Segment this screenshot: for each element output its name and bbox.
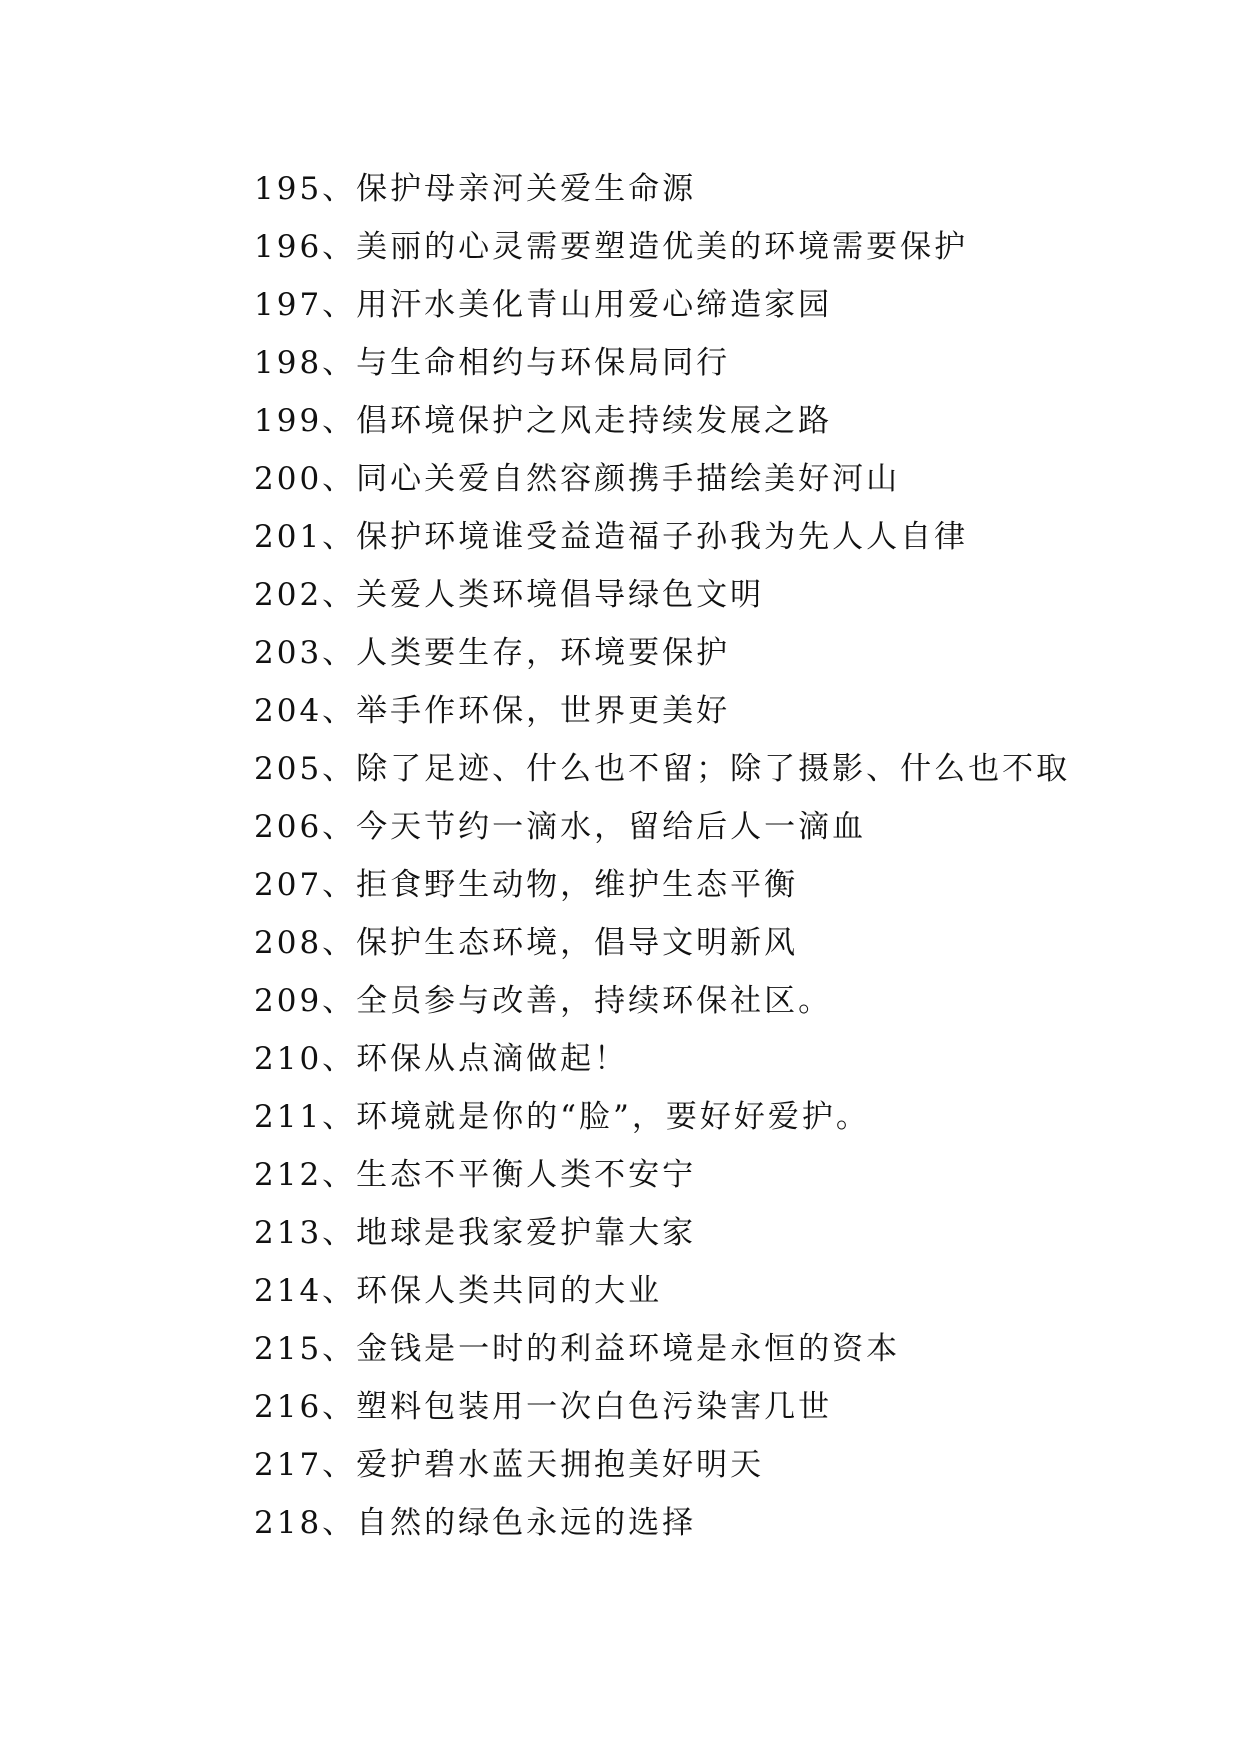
list-item: 200、同心关爱自然容颜携手描绘美好河山: [254, 461, 901, 497]
list-item: 213、地球是我家爱护靠大家: [254, 1215, 697, 1251]
list-item: 211、环境就是你的“脸”，要好好爱护。: [254, 1099, 870, 1135]
list-item: 197、用汗水美化青山用爱心缔造家园: [254, 287, 833, 323]
list-item: 207、拒食野生动物，维护生态平衡: [254, 867, 799, 903]
list-item: 206、今天节约一滴水，留给后人一滴血: [254, 809, 867, 845]
list-item: 218、自然的绿色永远的选择: [254, 1505, 697, 1541]
list-item: 212、生态不平衡人类不安宁: [254, 1157, 697, 1193]
list-item: 214、环保人类共同的大业: [254, 1273, 663, 1309]
slogan-list: [254, 160, 1070, 1552]
list-item: 215、金钱是一时的利益环境是永恒的资本: [254, 1331, 901, 1367]
list-item: 217、爱护碧水蓝天拥抱美好明天: [254, 1447, 765, 1483]
list-item: 204、举手作环保，世界更美好: [254, 693, 731, 729]
list-item: 196、美丽的心灵需要塑造优美的环境需要保护: [254, 229, 969, 265]
list-item: 203、人类要生存，环境要保护: [254, 635, 731, 671]
list-item: 205、除了足迹、什么也不留；除了摄影、什么也不取: [254, 751, 1071, 787]
list-item: 208、保护生态环境，倡导文明新风: [254, 925, 799, 961]
list-item: 209、全员参与改善，持续环保社区。: [254, 983, 833, 1019]
list-item: 199、倡环境保护之风走持续发展之路: [254, 403, 833, 439]
list-item: 210、环保从点滴做起！: [254, 1041, 629, 1077]
list-item: 202、关爱人类环境倡导绿色文明: [254, 577, 765, 613]
list-item: 216、塑料包装用一次白色污染害几世: [254, 1389, 833, 1425]
list-item: 198、与生命相约与环保局同行: [254, 345, 731, 381]
list-item: 201、保护环境谁受益造福子孙我为先人人自律: [254, 519, 969, 555]
list-item: 195、保护母亲河关爱生命源: [254, 171, 697, 207]
